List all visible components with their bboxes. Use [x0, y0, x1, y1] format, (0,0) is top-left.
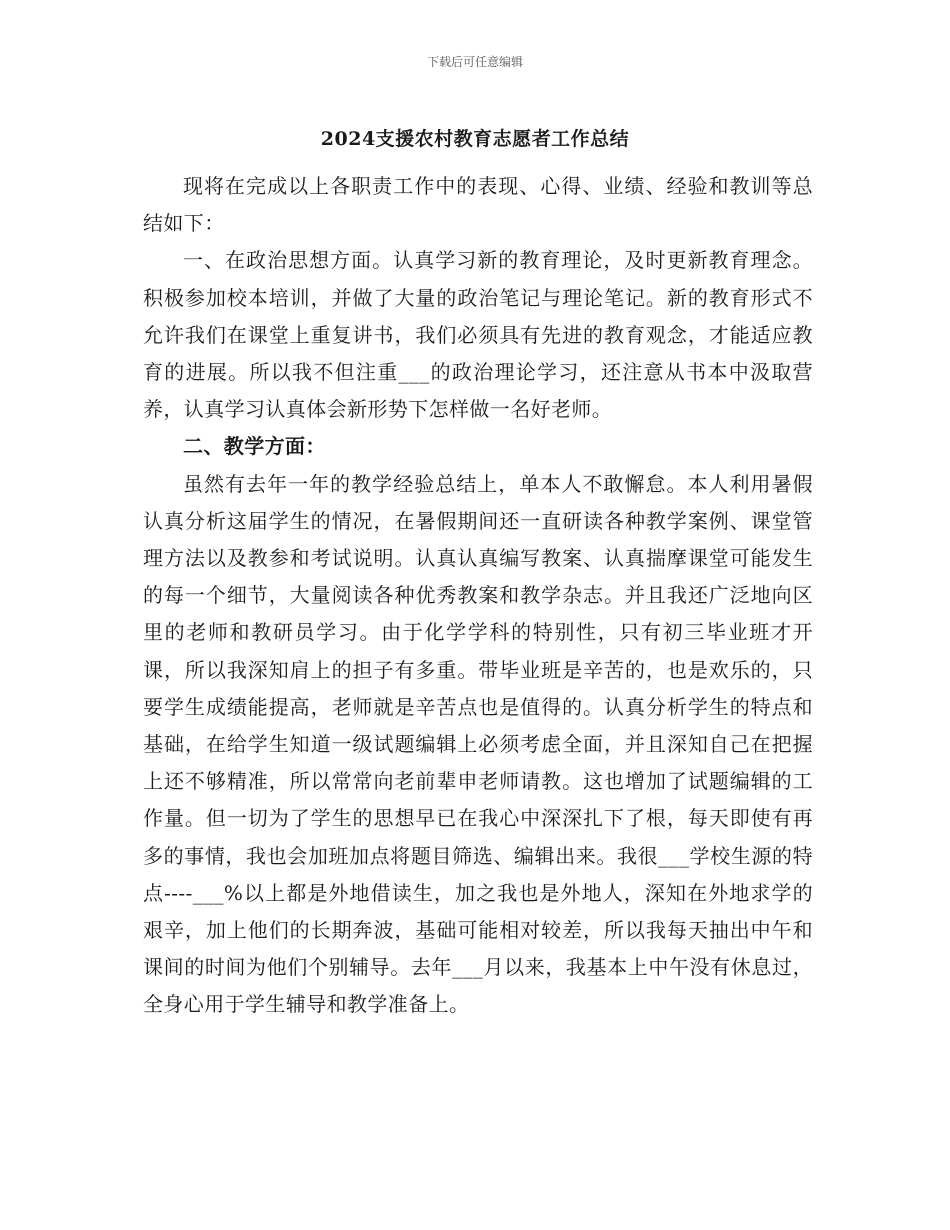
- document-body: [143, 168, 813, 1024]
- document-title: 2024支援农村教育志愿者工作总结: [320, 128, 630, 150]
- political-thought-paragraph: 一、在政治思想方面。认真学习新的教育理论，及时更新教育理念。积极参加校本培训，并做了大量的政治笔记与理论笔记。新的教育形式不允许我们在课堂上重复讲书，我们必须具有先进的教育观念，才能适应教育的进展。所以我不但注重___的政治理论学习，还注意从书本中汲取营养，认真学习认真体会新形势下怎样做一名好老师。: [143, 248, 813, 422]
- intro-paragraph: 现将在完成以上各职责工作中的表现、心得、业绩、经验和教训等总结如下：: [143, 174, 813, 236]
- section-heading-teaching: 二、教学方面：: [183, 434, 326, 459]
- teaching-paragraph: 虽然有去年一年的教学经验总结上，单本人不敢懈怠。本人利用暑假认真分析这届学生的情况，在暑假期间还一直研读各种教学案例、课堂管理方法以及教参和考试说明。认真认真编写教案、认真揣摩课堂可能发生的每一个细节，大量阅读各种优秀教案和教学杂志。并且我还广泛地向区里的老师和教研员学习。由于化学学科的特别性，只有初三毕业班才开课，所以我深知肩上的担子有多重。带毕业班是辛苦的，也是欢乐的，只要学生成绩能提高，老师就是辛苦点也是值得的。认真分析学生的特点和基础，在给学生知道一级试题编辑上必须考虑全面，并且深知自己在把握上还不够精准，所以常常向老前辈申老师请教。这也增加了试题编辑的工作量。但一切为了学生的思想早已在我心中深深扎下了根，每天即使有再多的事情，我也会加班加点将题目筛选、编辑出来。我很___学校生源的特点----___%以上都是外地借读生，加之我也是外地人，深知在外地求学的艰辛，加上他们的长期奔波，基础可能相对较差，所以我每天抽出中午和课间的时间为他们个别辅导。去年___月以来，我基本上中午没有休息过，全身心用于学生辅导和教学准备上。: [143, 471, 813, 1017]
- page-header-note: 下载后可任意编辑: [426, 55, 523, 69]
